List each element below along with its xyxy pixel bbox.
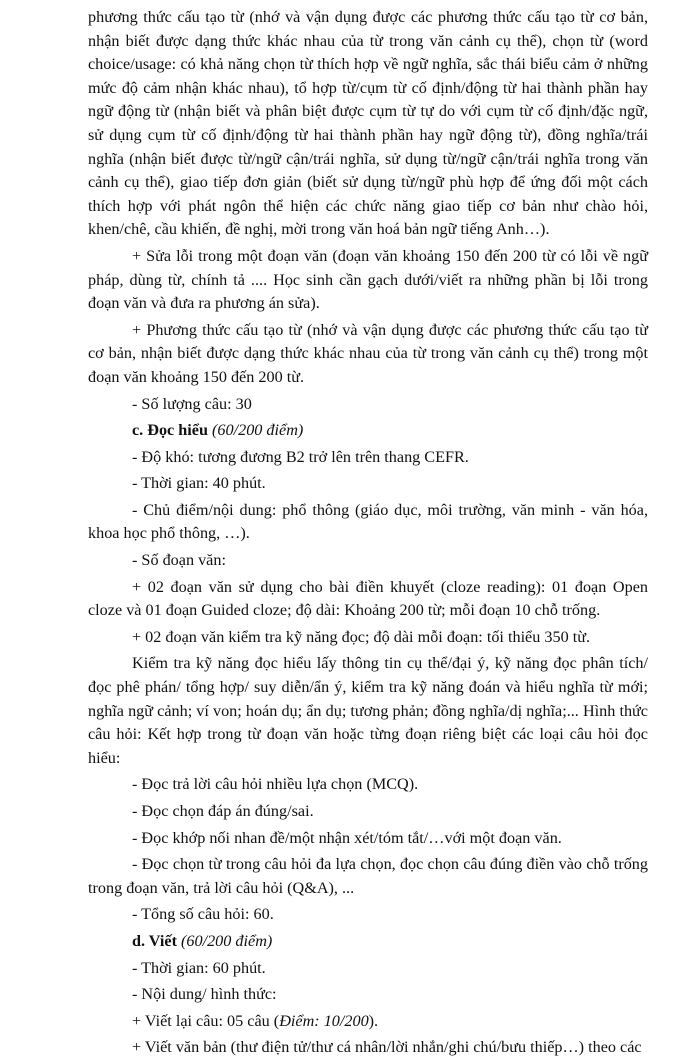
paragraph-topics: - Chủ điểm/nội dung: phổ thông (giáo dục, môi trường, văn minh - văn hóa, khoa học phổ thông, …). — [88, 500, 648, 543]
paragraph-error-correction: + Sửa lỗi trong một đoạn văn (đoạn văn khoảng 150 đến 200 từ có lỗi về ngữ pháp, dùng từ, chính tả .... Học sinh cần gạch dưới/viết ra những phần bị lỗi trong đoạn văn và đưa ra phương án sửa). — [88, 246, 648, 313]
heading-reading-title: c. Đọc hiểu — [132, 421, 208, 440]
paragraph-reading-time: - Thời gian: 40 phút. — [132, 474, 266, 493]
rewrite-text: + Viết lại câu: 05 câu ( — [132, 1011, 280, 1030]
heading-writing-title: d. Viết — [132, 931, 177, 950]
paragraph-reading-skills: Kiểm tra kỹ năng đọc hiểu lấy thông tin cụ thể/đại ý, kỹ năng đọc phân tích/đọc phê phán/ tổng hợp/ suy diễn/ẩn ý, kiểm tra kỹ năng đoán và hiểu nghĩa từ mới; nghĩa ngữ cảnh; ví von; hoán dụ; ẩn dụ; tương phản; đồng nghĩa/dị nghĩa;... Hình thức câu hỏi: Kết hợp trong từ đoạn văn hoặc từng đoạn riêng biệt các loại câu hỏi đọc hiểu: — [88, 654, 648, 767]
paragraph-word-formation: + Phương thức cấu tạo từ (nhớ và vận dụng được các phương thức cấu tạo từ cơ bản, nhận biết được dạng thức khác nhau của từ trong văn cảnh cụ thể) trong một đoạn văn khoảng 150 đến 200 từ. — [88, 320, 648, 386]
paragraph-cloze-passages: + 02 đoạn văn sử dụng cho bài điền khuyết (cloze reading): 01 đoạn Open cloze và 01 đoạn Guided cloze; độ dài: Khoảng 200 từ; mỗi đoạn 10 chỗ trống. — [88, 577, 648, 620]
paragraph-writing-time: - Thời gian: 60 phút. — [132, 958, 266, 977]
paragraph-matching: - Đọc khớp nối nhan đề/một nhận xét/tóm tắt/…với một đoạn văn. — [132, 828, 562, 847]
paragraph-writing-content: - Nội dung/ hình thức: — [132, 985, 277, 1004]
paragraph-passage-count: - Số đoạn văn: — [132, 551, 226, 570]
paragraph-total-questions: - Tổng số câu hỏi: 60. — [132, 905, 274, 924]
paragraph-question-count: - Số lượng câu: 30 — [132, 394, 252, 413]
rewrite-end: ). — [368, 1011, 379, 1030]
document-page — [88, 6, 648, 1060]
paragraph-true-false: - Đọc chọn đáp án đúng/sai. — [132, 802, 314, 820]
section-heading-writing — [88, 930, 648, 954]
paragraph-mcq: - Đọc trả lời câu hỏi nhiều lựa chọn (MCQ). — [132, 775, 419, 794]
section-heading-reading — [88, 419, 648, 443]
rewrite-points: Điểm: 10/200 — [279, 1011, 369, 1030]
paragraph-reading-passages: + 02 đoạn văn kiểm tra kỹ năng đọc; độ dài mỗi đoạn: tối thiểu 350 từ. — [132, 627, 591, 646]
heading-writing-points: (60/200 điểm) — [181, 931, 273, 950]
paragraph-gap-fill: - Đọc chọn từ trong câu hỏi đa lựa chọn, đọc chọn câu đúng điền vào chỗ trống trong đoạn văn, trả lời câu hỏi (Q&A), ... — [88, 855, 648, 897]
paragraph-sentence-rewrite — [88, 1010, 648, 1034]
paragraph-difficulty: - Độ khó: tương đương B2 trở lên trên thang CEFR. — [132, 447, 469, 466]
paragraph-word-formation-intro: phương thức cấu tạo từ (nhớ và vận dụng được các phương thức cấu tạo từ cơ bản, nhận biết được dạng thức khác nhau của từ trong văn cảnh cụ thể), chọn từ (word choice/usage: có khả năng chọn từ thích hợp về ngữ nghĩa, sắc thái biểu cảm ở những mức độ cảm nhận khác nhau), tổ hợp từ/cụm từ cố định/động từ hai thành phần hay ngữ động từ (nhận biết và phân biệt được cụm từ tự do với cụm từ cố định/đặc ngữ, sử dụng cụm từ cố định/động từ hai thành phần hay ngữ động từ), đồng nghĩa/trái nghĩa (nhận biết được từ/ngữ cận/trái nghĩa, sử dụng từ/ngữ cận/trái nghĩa trong văn cảnh cụ thể), giao tiếp đơn giản (biết sử dụng từ/ngữ phù hợp để ứng đối một cách thích hợp với phát ngôn thể hiện các chức năng giao tiếp cơ bản như chào hỏi, khen/chê, cầu khiến, đề nghị, mời trong văn hoá bản ngữ tiếng Anh…). — [88, 8, 648, 239]
heading-reading-points: (60/200 điểm) — [212, 421, 304, 440]
paragraph-text-writing: + Viết văn bản (thư điện tử/thư cá nhân/lời nhắn/ghi chú/bưu thiếp…) theo các — [132, 1038, 642, 1057]
